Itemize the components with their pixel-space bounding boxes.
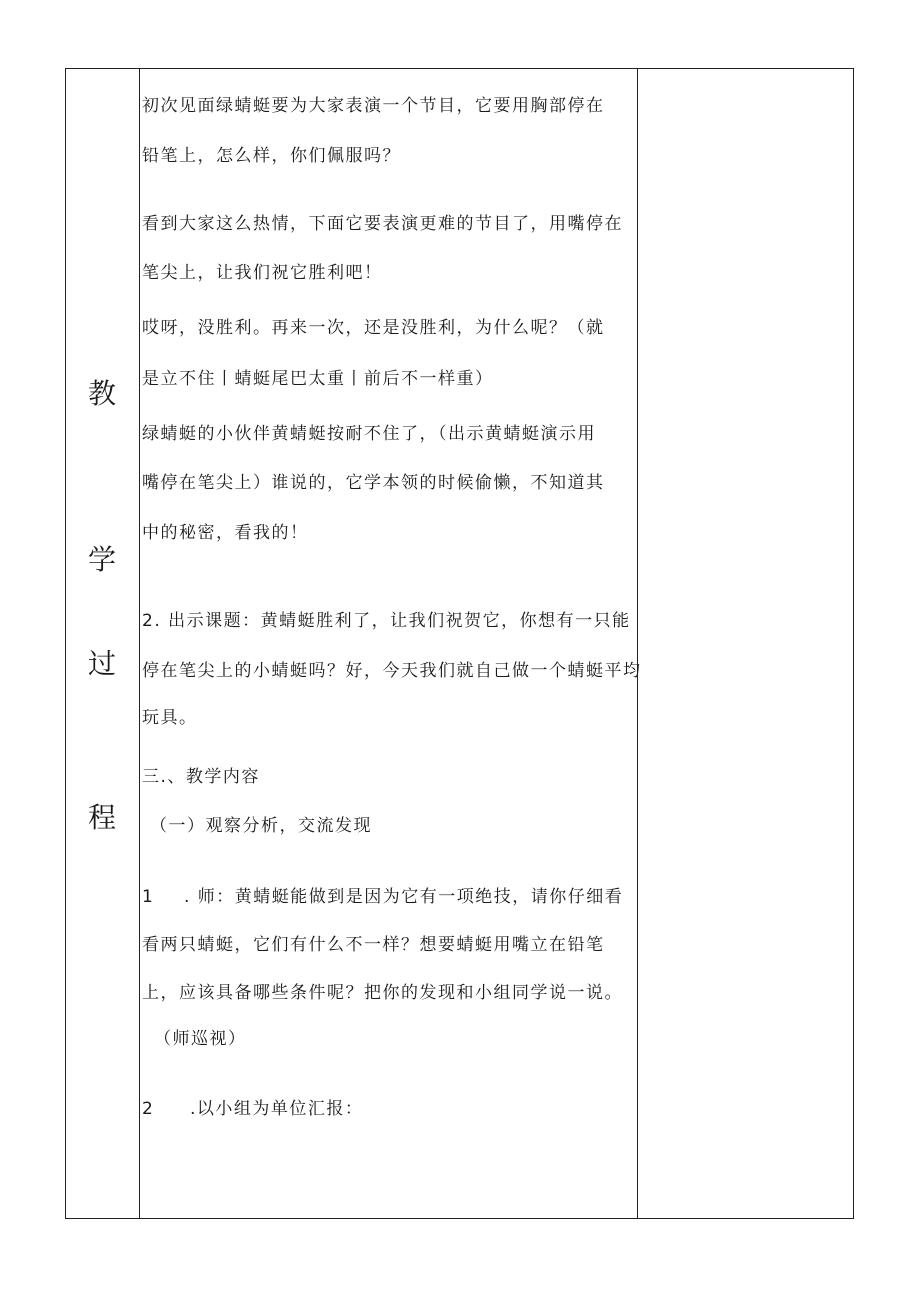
side-label-column	[65, 68, 139, 1219]
item-text: .以小组为单位汇报：	[190, 1099, 364, 1119]
content-line: 中的秘密，看我的！	[142, 523, 309, 543]
content-line: 嘴停在笔尖上）谁说的，它学本领的时候偷懒，不知道其	[142, 473, 605, 493]
item-number: 1	[142, 887, 153, 907]
content-line: 三.、教学内容	[142, 767, 260, 787]
content-line: （师巡视）	[154, 1029, 247, 1049]
numbered-item	[142, 1098, 363, 1120]
content-line: 绿蜻蜓的小伙伴黄蜻蜓按耐不住了，（出示黄蜻蜓演示用	[142, 424, 596, 444]
content-line: 上，应该具备哪些条件呢？把你的发现和小组同学说一说。	[142, 983, 623, 1003]
content-line: 2. 出示课题：黄蜻蜓胜利了，让我们祝贺它，你想有一只能	[142, 611, 631, 631]
content-line: 看到大家这么热情，下面它要表演更难的节目了，用嘴停在	[142, 214, 623, 234]
content-line: 铅笔上，怎么样，你们佩服吗？	[142, 146, 401, 166]
content-line: 初次见面绿蜻蜓要为大家表演一个节目，它要用胸部停在	[142, 96, 605, 116]
content-line: 哎呀，没胜利。再来一次，还是没胜利，为什么呢？（就	[142, 318, 605, 338]
numbered-item	[142, 886, 623, 908]
column-divider-right	[637, 69, 638, 1218]
side-label-char: 程	[87, 801, 116, 834]
side-label-char: 学	[87, 543, 116, 576]
side-label-char: 过	[87, 647, 116, 680]
content-line: 是立不住丨蜻蜓尾巴太重丨前后不一样重）	[142, 369, 494, 389]
content-line: 看两只蜻蜓，它们有什么不一样？想要蜻蜓用嘴立在铅笔	[142, 935, 605, 955]
item-number: 2	[142, 1099, 153, 1119]
content-line: 笔尖上，让我们祝它胜利吧！	[142, 263, 383, 283]
content-line: 玩具。	[142, 708, 198, 728]
side-label-char: 教	[87, 377, 116, 410]
column-divider-left	[139, 69, 140, 1218]
content-line: 停在笔尖上的小蜻蜓吗？好，今天我们就自己做一个蜻蜓平均	[142, 661, 642, 681]
item-text: . 师：黄蜻蜓能做到是因为它有一项绝技，请你仔细看	[184, 887, 624, 907]
content-line: （一）观察分析，交流发现	[150, 816, 372, 836]
